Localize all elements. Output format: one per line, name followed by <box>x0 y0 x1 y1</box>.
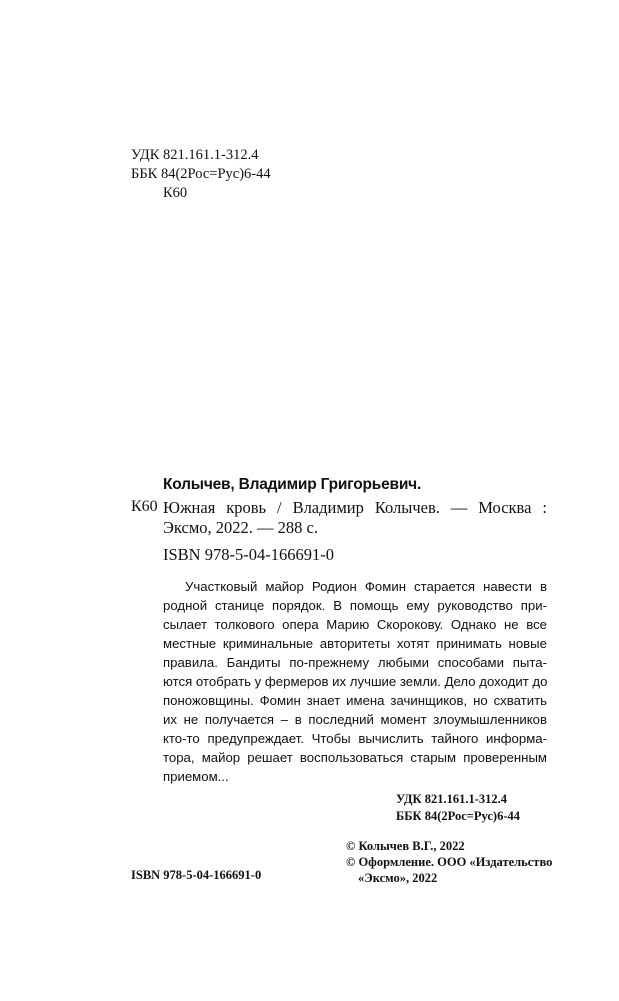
card-title-line: Южная кровь / Владимир Колычев. — Москва : <box>163 498 547 517</box>
annotation-line: правила. Бандиты по-прежнему любыми способами пыта- <box>163 655 547 670</box>
isbn-bottom: ISBN 978-5-04-166691-0 <box>131 868 262 882</box>
udk-code-bottom: УДК 821.161.1-312.4 <box>396 792 507 806</box>
card-author: Колычев, Владимир Григорьевич. <box>163 476 422 493</box>
card-isbn: ISBN 978-5-04-166691-0 <box>163 545 334 564</box>
annotation-line: приемом... <box>163 769 229 784</box>
bbk-code-bottom: ББК 84(2Рос=Рус)6-44 <box>396 809 520 823</box>
copyright-design: © Оформление. ООО «Издательство <box>346 855 553 869</box>
annotation-line: сылает толкового опера Марию Скорокову. Однако не все <box>163 617 547 632</box>
annotation-line: местные криминальные авторитеты хотят принимать новые <box>163 636 547 651</box>
annotation-line: кто-то предупреждает. Чтобы вычислить тайного информа- <box>163 731 547 746</box>
annotation-line: ются отобрать у фермеров их лучшие земли. Дело доходит до <box>163 674 548 689</box>
udk-code-top: УДК 821.161.1-312.4 <box>131 147 259 163</box>
annotation-line: поножовщины. Фомин знает имена зачинщиков, но схватить <box>163 693 547 708</box>
annotation-line: тора, майор решает воспользоваться старым проверенным <box>163 750 547 765</box>
copyright-author: © Колычев В.Г., 2022 <box>346 839 465 853</box>
copyright-design-continued: «Эксмо», 2022 <box>358 871 438 885</box>
author-index-top: К60 <box>163 185 188 201</box>
card-title-line: Эксмо, 2022. — 288 с. <box>163 518 318 537</box>
card-author-index: К60 <box>131 498 158 515</box>
annotation-line: Участковый майор Родион Фомин старается навести в <box>185 579 547 594</box>
annotation-line: их не получается – в последний момент злоумышленников <box>163 712 547 727</box>
annotation-line: родной станице порядок. В помощь ему руководство при- <box>163 598 547 613</box>
bbk-code-top: ББК 84(2Рос=Рус)6-44 <box>131 166 271 182</box>
